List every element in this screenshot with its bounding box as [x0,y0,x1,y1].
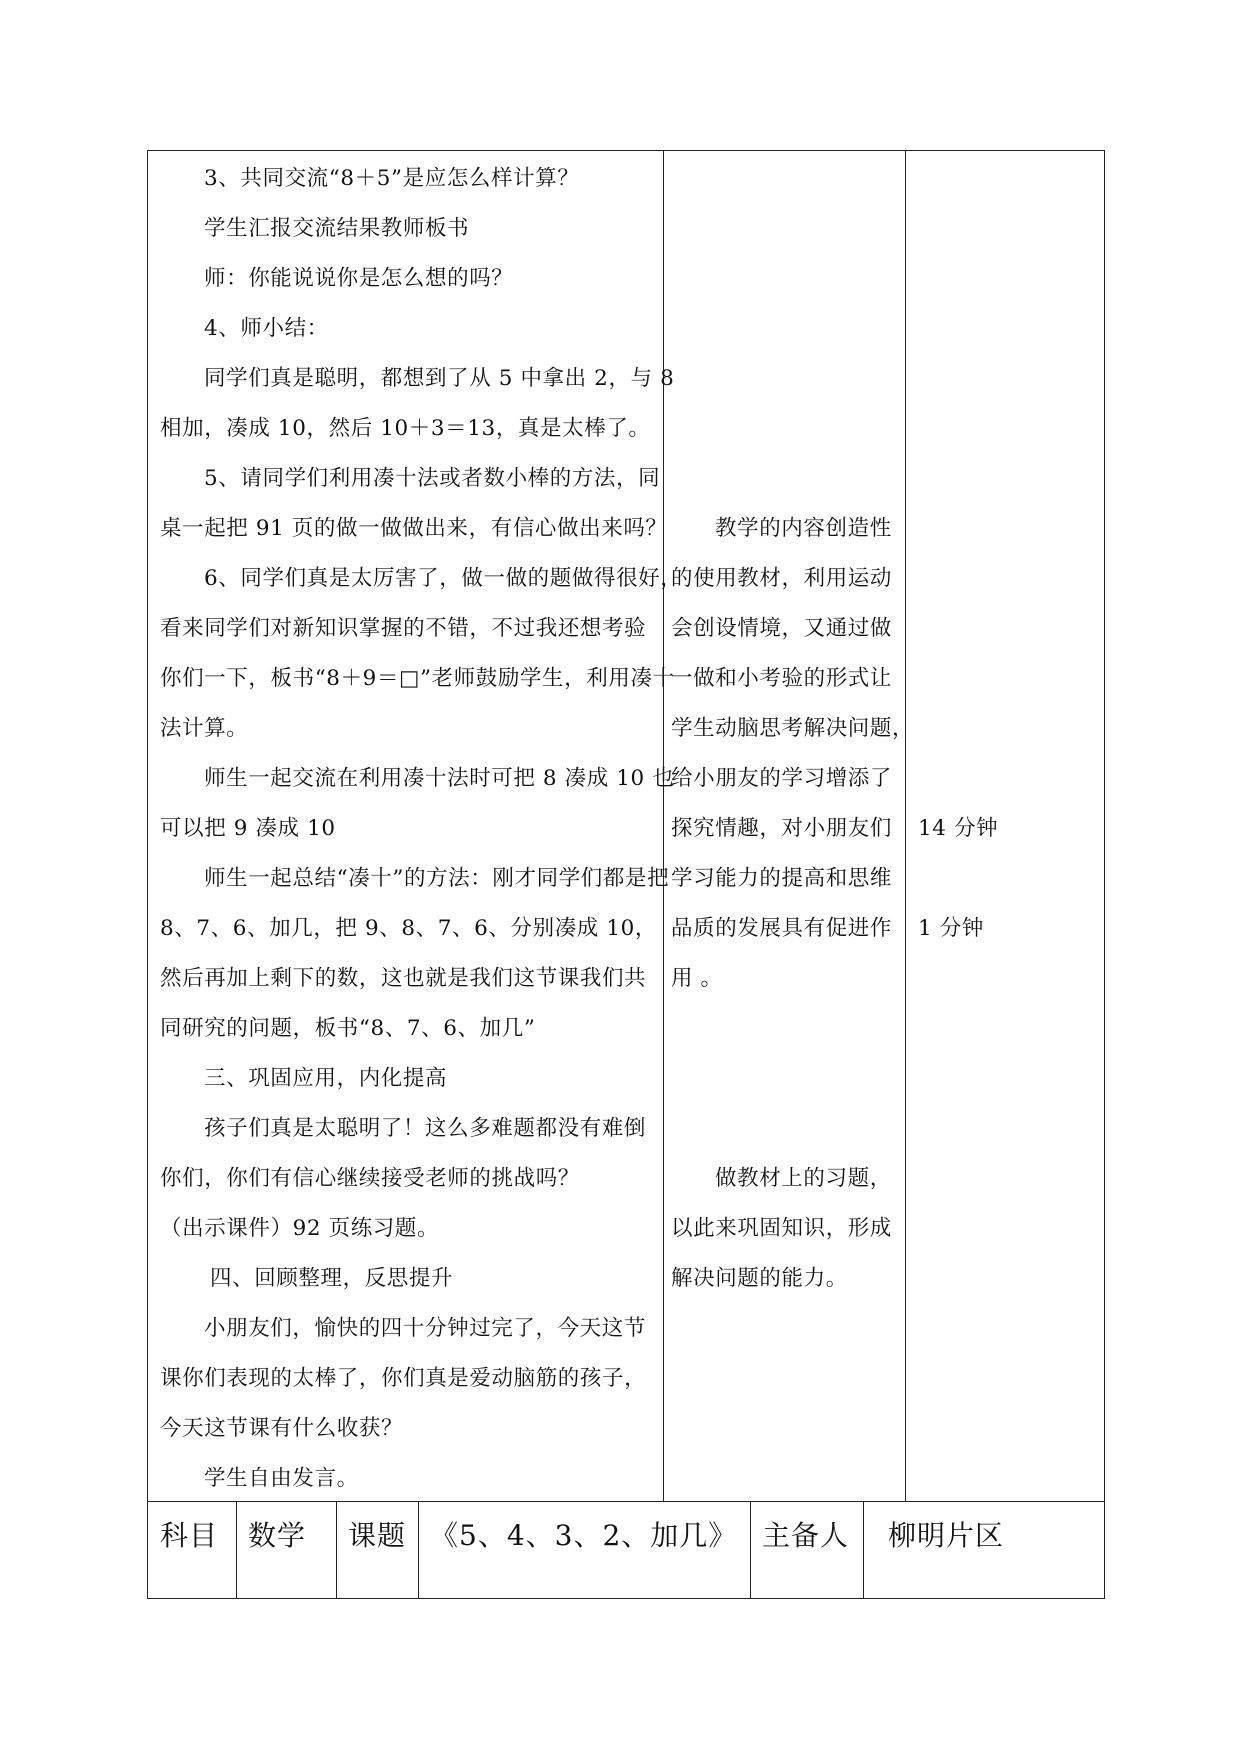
process-line: 看来同学们对新知识掌握的不错，不过我还想考验 [160,616,647,641]
process-line: 孩子们真是太聪明了！这么多难题都没有难倒 [204,1116,647,1141]
intent-line: 的使用教材，利用运动 [671,566,893,591]
intent-line: 探究情趣，对小朋友们 [671,816,893,841]
intent-line: 教学的内容创造性 [715,516,892,541]
process-line: 桌一起把 91 页的做一做做出来，有信心做出来吗？ [160,516,668,541]
lesson-header-table [147,1501,1105,1599]
process-line: 法计算。 [160,716,249,741]
process-line: 学生自由发言。 [204,1466,359,1491]
cell-divider [750,1502,751,1598]
intent-line: 做教材上的习题， [715,1166,892,1191]
cell-divider [418,1502,419,1598]
column-divider [905,151,906,1501]
process-line: 师生一起总结“凑十”的方法：刚才同学们都是把 [204,866,670,891]
intent-line: 解决问题的能力。 [671,1266,848,1291]
process-line: 四、回顾整理，反思提升 [210,1266,454,1291]
intent-line: 一做和小考验的形式让 [671,666,893,691]
process-line: （出示课件）92 页练习题。 [160,1216,440,1241]
process-line: 三、巩固应用，内化提高 [204,1066,448,1091]
process-line: 8、7、6、加几，把 9、8、7、6、分别凑成 10， [160,916,657,941]
intent-line: 品质的发展具有促进作 [671,916,893,941]
process-line: 你们，你们有信心继续接受老师的挑战吗？ [160,1166,580,1191]
process-line: 小朋友们，愉快的四十分钟过完了，今天这节 [204,1316,647,1341]
process-line: 6、同学们真是太厉害了，做一做的题做得很好， [204,566,683,591]
process-line: 你们一下，板书“8＋9＝□”老师鼓励学生，利用凑十 [160,666,675,691]
intent-line: 给小朋友的学习增添了 [671,766,893,791]
topic-value: 《5、4、3、2、加几》 [430,1519,738,1552]
process-line: 今天这节课有什么收获？ [160,1416,404,1441]
process-line: 同学们真是聪明，都想到了从 5 中拿出 2，与 8 [204,366,675,391]
owner-label: 主备人 [762,1519,850,1552]
process-line: 3、共同交流“8＋5”是应怎么样计算？ [204,166,580,191]
process-line: 然后再加上剩下的数，这也就是我们这节课我们共 [160,966,647,991]
process-line: 师生一起交流在利用凑十法时可把 8 凑成 10 也 [204,766,675,791]
process-line: 师：你能说说你是怎么想的吗？ [204,266,514,291]
process-line: 同研究的问题，板书“8、7、6、加几” [160,1016,536,1041]
process-line: 学生汇报交流结果教师板书 [204,216,470,241]
process-line: 可以把 9 凑成 10 [160,816,336,841]
process-line: 4、师小结： [204,316,329,341]
intent-line: 会创设情境，又通过做 [671,616,893,641]
lesson-process-table [147,150,1105,1502]
subject-label: 科目 [160,1519,219,1552]
time-allocation: 1 分钟 [918,916,984,941]
time-allocation: 14 分钟 [918,816,999,841]
process-line: 5、请同学们利用凑十法或者数小棒的方法，同 [204,466,661,491]
intent-line: 用 。 [671,966,723,991]
intent-line: 学习能力的提高和思维 [671,866,893,891]
cell-divider [863,1502,864,1598]
subject-value: 数学 [248,1519,307,1552]
process-line: 相加，凑成 10，然后 10＋3＝13，真是太棒了。 [160,416,651,441]
process-line: 课你们表现的太棒了，你们真是爱动脑筋的孩子， [160,1366,647,1391]
cell-divider [336,1502,337,1598]
owner-value: 柳明片区 [888,1519,1005,1552]
intent-line: 学生动脑思考解决问题， [671,716,915,741]
cell-divider [236,1502,237,1598]
topic-label: 课题 [348,1519,407,1552]
intent-line: 以此来巩固知识，形成 [671,1216,893,1241]
